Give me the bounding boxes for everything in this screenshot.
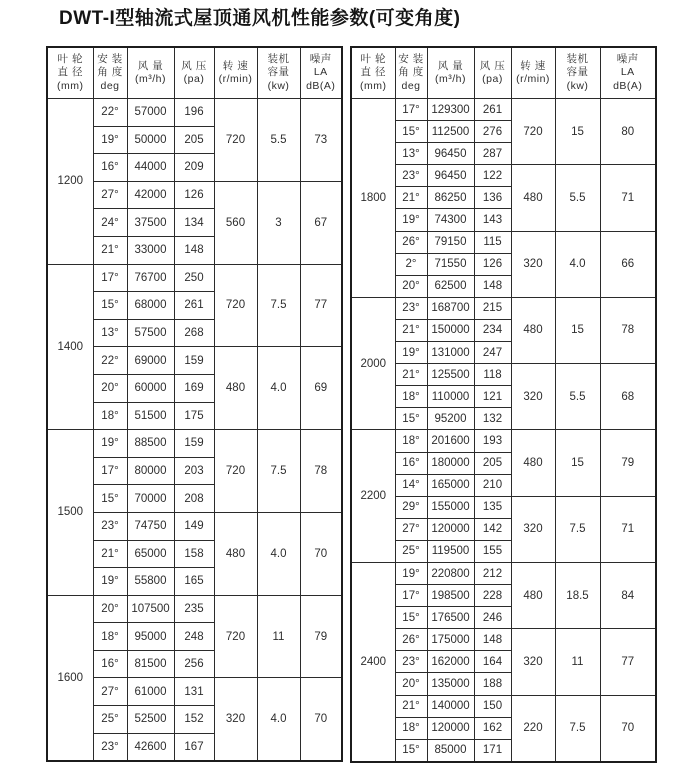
- pressure-cell: 203: [174, 457, 214, 485]
- noise-cell: 77: [600, 629, 656, 695]
- pressure-cell: 212: [474, 562, 511, 584]
- pressure-cell: 150: [474, 695, 511, 717]
- volume-cell: 51500: [127, 402, 174, 430]
- header-volume: 风 量 (m³/h): [127, 47, 174, 99]
- capacity-cell: 11: [257, 595, 300, 678]
- noise-cell: 78: [600, 297, 656, 363]
- pressure-cell: 118: [474, 364, 511, 386]
- noise-cell: 69: [300, 347, 342, 430]
- capacity-cell: 5.5: [555, 364, 600, 430]
- speed-cell: 480: [511, 562, 555, 628]
- volume-cell: 110000: [427, 386, 474, 408]
- table-row: [351, 695, 656, 717]
- capacity-cell: 4.0: [257, 347, 300, 430]
- speed-cell: 320: [214, 678, 257, 761]
- pressure-cell: 167: [174, 733, 214, 761]
- pressure-cell: 205: [474, 452, 511, 474]
- noise-cell: 70: [600, 695, 656, 762]
- performance-table-left: [46, 46, 343, 762]
- noise-cell: 78: [300, 430, 342, 513]
- pressure-cell: 162: [474, 717, 511, 739]
- noise-cell: 68: [600, 364, 656, 430]
- volume-cell: 140000: [427, 695, 474, 717]
- speed-cell: 480: [511, 297, 555, 363]
- angle-cell: 23°: [395, 165, 427, 187]
- pressure-cell: 159: [174, 347, 214, 375]
- pressure-cell: 143: [474, 209, 511, 231]
- pressure-cell: 134: [174, 209, 214, 237]
- angle-cell: 25°: [93, 706, 127, 734]
- volume-cell: 55800: [127, 568, 174, 596]
- noise-cell: 70: [300, 678, 342, 761]
- angle-cell: 21°: [93, 236, 127, 264]
- volume-cell: 175000: [427, 629, 474, 651]
- capacity-cell: 4.0: [555, 231, 600, 297]
- angle-cell: 19°: [395, 562, 427, 584]
- volume-cell: 68000: [127, 292, 174, 320]
- angle-cell: 19°: [93, 568, 127, 596]
- diameter-cell: 2000: [351, 297, 395, 430]
- angle-cell: 20°: [93, 595, 127, 623]
- angle-cell: 23°: [93, 733, 127, 761]
- capacity-cell: 7.5: [555, 496, 600, 562]
- noise-cell: 66: [600, 231, 656, 297]
- pressure-cell: 175: [174, 402, 214, 430]
- volume-cell: 37500: [127, 209, 174, 237]
- volume-cell: 220800: [427, 562, 474, 584]
- angle-cell: 18°: [395, 717, 427, 739]
- angle-cell: 21°: [395, 319, 427, 341]
- pressure-cell: 152: [174, 706, 214, 734]
- diameter-cell: 1200: [47, 99, 93, 265]
- angle-cell: 20°: [93, 374, 127, 402]
- speed-cell: 720: [214, 430, 257, 513]
- volume-cell: 131000: [427, 342, 474, 364]
- angle-cell: 16°: [395, 452, 427, 474]
- volume-cell: 61000: [127, 678, 174, 706]
- noise-cell: 71: [600, 496, 656, 562]
- table-row: [351, 297, 656, 319]
- volume-cell: 201600: [427, 430, 474, 452]
- angle-cell: 21°: [93, 540, 127, 568]
- header-volume: 风 量 (m³/h): [427, 47, 474, 99]
- header-speed: 转 速 (r/min): [214, 47, 257, 99]
- angle-cell: 22°: [93, 347, 127, 375]
- pressure-cell: 136: [474, 187, 511, 209]
- volume-cell: 76700: [127, 264, 174, 292]
- diameter-cell: 2200: [351, 430, 395, 563]
- pressure-cell: 261: [174, 292, 214, 320]
- table-row: [351, 629, 656, 651]
- angle-cell: 14°: [395, 474, 427, 496]
- table-row: [351, 364, 656, 386]
- angle-cell: 26°: [395, 629, 427, 651]
- pressure-cell: 196: [174, 99, 214, 127]
- header-capacity: 装机 容量 (kw): [257, 47, 300, 99]
- pressure-cell: 126: [474, 253, 511, 275]
- diameter-cell: 1800: [351, 99, 395, 298]
- volume-cell: 70000: [127, 485, 174, 513]
- pressure-cell: 250: [174, 264, 214, 292]
- angle-cell: 17°: [395, 99, 427, 121]
- volume-cell: 50000: [127, 126, 174, 154]
- table-row: [351, 496, 656, 518]
- pressure-cell: 209: [174, 154, 214, 182]
- volume-cell: 176500: [427, 607, 474, 629]
- pressure-cell: 132: [474, 408, 511, 430]
- volume-cell: 107500: [127, 595, 174, 623]
- angle-cell: 27°: [93, 678, 127, 706]
- angle-cell: 15°: [395, 607, 427, 629]
- volume-cell: 150000: [427, 319, 474, 341]
- pressure-cell: 148: [174, 236, 214, 264]
- capacity-cell: 7.5: [555, 695, 600, 762]
- noise-cell: 84: [600, 562, 656, 628]
- pressure-cell: 126: [174, 181, 214, 209]
- angle-cell: 23°: [395, 651, 427, 673]
- volume-cell: 198500: [427, 585, 474, 607]
- volume-cell: 52500: [127, 706, 174, 734]
- diameter-cell: 1500: [47, 430, 93, 596]
- angle-cell: 17°: [93, 264, 127, 292]
- volume-cell: 60000: [127, 374, 174, 402]
- table-row: [47, 99, 342, 127]
- volume-cell: 85000: [427, 739, 474, 762]
- pressure-cell: 165: [174, 568, 214, 596]
- volume-cell: 165000: [427, 474, 474, 496]
- pressure-cell: 208: [174, 485, 214, 513]
- header-row: [351, 47, 656, 99]
- pressure-cell: 171: [474, 739, 511, 762]
- noise-cell: 79: [600, 430, 656, 496]
- volume-cell: 42600: [127, 733, 174, 761]
- performance-table-right: [350, 46, 657, 763]
- speed-cell: 480: [511, 165, 555, 231]
- volume-cell: 120000: [427, 717, 474, 739]
- capacity-cell: 5.5: [555, 165, 600, 231]
- header-speed: 转 速 (r/min): [511, 47, 555, 99]
- pressure-cell: 121: [474, 386, 511, 408]
- header-row: [47, 47, 342, 99]
- pressure-cell: 287: [474, 143, 511, 165]
- volume-cell: 74750: [127, 512, 174, 540]
- pressure-cell: 247: [474, 342, 511, 364]
- volume-cell: 162000: [427, 651, 474, 673]
- header-capacity: 装机 容量 (kw): [555, 47, 600, 99]
- pressure-cell: 261: [474, 99, 511, 121]
- table-row: [47, 264, 342, 292]
- header-diameter: 叶 轮 直 径 (mm): [47, 47, 93, 99]
- angle-cell: 18°: [93, 402, 127, 430]
- speed-cell: 560: [214, 181, 257, 264]
- volume-cell: 135000: [427, 673, 474, 695]
- pressure-cell: 234: [474, 319, 511, 341]
- volume-cell: 95200: [427, 408, 474, 430]
- angle-cell: 21°: [395, 695, 427, 717]
- header-angle: 安 装 角 度 deg: [93, 47, 127, 99]
- angle-cell: 18°: [395, 386, 427, 408]
- header-noise: 噪声 LA dB(A): [300, 47, 342, 99]
- angle-cell: 24°: [93, 209, 127, 237]
- pressure-cell: 142: [474, 518, 511, 540]
- pressure-cell: 188: [474, 673, 511, 695]
- volume-cell: 96450: [427, 143, 474, 165]
- pressure-cell: 235: [174, 595, 214, 623]
- angle-cell: 15°: [395, 121, 427, 143]
- angle-cell: 27°: [395, 518, 427, 540]
- volume-cell: 120000: [427, 518, 474, 540]
- angle-cell: 18°: [93, 623, 127, 651]
- volume-cell: 57500: [127, 319, 174, 347]
- capacity-cell: 15: [555, 99, 600, 165]
- speed-cell: 320: [511, 496, 555, 562]
- volume-cell: 86250: [427, 187, 474, 209]
- angle-cell: 15°: [395, 739, 427, 762]
- pressure-cell: 148: [474, 629, 511, 651]
- volume-cell: 62500: [427, 275, 474, 297]
- pressure-cell: 228: [474, 585, 511, 607]
- pressure-cell: 276: [474, 121, 511, 143]
- capacity-cell: 3: [257, 181, 300, 264]
- volume-cell: 79150: [427, 231, 474, 253]
- angle-cell: 17°: [395, 585, 427, 607]
- volume-cell: 69000: [127, 347, 174, 375]
- volume-cell: 65000: [127, 540, 174, 568]
- volume-cell: 42000: [127, 181, 174, 209]
- volume-cell: 119500: [427, 540, 474, 562]
- angle-cell: 15°: [395, 408, 427, 430]
- speed-cell: 320: [511, 364, 555, 430]
- volume-cell: 57000: [127, 99, 174, 127]
- speed-cell: 720: [214, 264, 257, 347]
- pressure-cell: 256: [174, 650, 214, 678]
- page-title: DWT-I型轴流式屋顶通风机性能参数(可变角度): [59, 8, 461, 29]
- angle-cell: 19°: [395, 342, 427, 364]
- speed-cell: 720: [214, 595, 257, 678]
- pressure-cell: 122: [474, 165, 511, 187]
- volume-cell: 112500: [427, 121, 474, 143]
- capacity-cell: 4.0: [257, 678, 300, 761]
- angle-cell: 18°: [395, 430, 427, 452]
- table-row: [351, 231, 656, 253]
- noise-cell: 71: [600, 165, 656, 231]
- angle-cell: 13°: [395, 143, 427, 165]
- angle-cell: 17°: [93, 457, 127, 485]
- volume-cell: 96450: [427, 165, 474, 187]
- speed-cell: 480: [214, 512, 257, 595]
- diameter-cell: 1400: [47, 264, 93, 430]
- speed-cell: 220: [511, 695, 555, 762]
- header-pressure: 风 压 (pa): [174, 47, 214, 99]
- pressure-cell: 135: [474, 496, 511, 518]
- volume-cell: 125500: [427, 364, 474, 386]
- angle-cell: 25°: [395, 540, 427, 562]
- capacity-cell: 11: [555, 629, 600, 695]
- volume-cell: 129300: [427, 99, 474, 121]
- noise-cell: 77: [300, 264, 342, 347]
- table-row: [351, 99, 656, 121]
- volume-cell: 168700: [427, 297, 474, 319]
- angle-cell: 23°: [93, 512, 127, 540]
- pressure-cell: 148: [474, 275, 511, 297]
- pressure-cell: 248: [174, 623, 214, 651]
- volume-cell: 155000: [427, 496, 474, 518]
- pressure-cell: 131: [174, 678, 214, 706]
- capacity-cell: 4.0: [257, 512, 300, 595]
- volume-cell: 180000: [427, 452, 474, 474]
- pressure-cell: 155: [474, 540, 511, 562]
- header-angle: 安 装 角 度 deg: [395, 47, 427, 99]
- pressure-cell: 210: [474, 474, 511, 496]
- angle-cell: 15°: [93, 292, 127, 320]
- speed-cell: 720: [511, 99, 555, 165]
- angle-cell: 27°: [93, 181, 127, 209]
- angle-cell: 15°: [93, 485, 127, 513]
- capacity-cell: 7.5: [257, 430, 300, 513]
- capacity-cell: 7.5: [257, 264, 300, 347]
- capacity-cell: 15: [555, 430, 600, 496]
- angle-cell: 21°: [395, 187, 427, 209]
- noise-cell: 73: [300, 99, 342, 182]
- volume-cell: 80000: [127, 457, 174, 485]
- angle-cell: 22°: [93, 99, 127, 127]
- angle-cell: 19°: [93, 430, 127, 458]
- noise-cell: 67: [300, 181, 342, 264]
- table-row: [351, 562, 656, 584]
- capacity-cell: 18.5: [555, 562, 600, 628]
- angle-cell: 20°: [395, 275, 427, 297]
- pressure-cell: 115: [474, 231, 511, 253]
- angle-cell: 16°: [93, 650, 127, 678]
- header-diameter: 叶 轮 直 径 (mm): [351, 47, 395, 99]
- pressure-cell: 205: [174, 126, 214, 154]
- angle-cell: 21°: [395, 364, 427, 386]
- pressure-cell: 193: [474, 430, 511, 452]
- diameter-cell: 1600: [47, 595, 93, 761]
- pressure-cell: 159: [174, 430, 214, 458]
- table-row: [351, 430, 656, 452]
- angle-cell: 29°: [395, 496, 427, 518]
- speed-cell: 480: [511, 430, 555, 496]
- pressure-cell: 246: [474, 607, 511, 629]
- capacity-cell: 15: [555, 297, 600, 363]
- table-row: [47, 595, 342, 623]
- angle-cell: 23°: [395, 297, 427, 319]
- pressure-cell: 169: [174, 374, 214, 402]
- header-noise: 噪声 LA dB(A): [600, 47, 656, 99]
- noise-cell: 70: [300, 512, 342, 595]
- angle-cell: 20°: [395, 673, 427, 695]
- angle-cell: 26°: [395, 231, 427, 253]
- angle-cell: 13°: [93, 319, 127, 347]
- table-row: [47, 430, 342, 458]
- volume-cell: 88500: [127, 430, 174, 458]
- angle-cell: 16°: [93, 154, 127, 182]
- volume-cell: 33000: [127, 236, 174, 264]
- table-row: [351, 165, 656, 187]
- pressure-cell: 215: [474, 297, 511, 319]
- volume-cell: 74300: [427, 209, 474, 231]
- noise-cell: 79: [300, 595, 342, 678]
- pressure-cell: 268: [174, 319, 214, 347]
- volume-cell: 71550: [427, 253, 474, 275]
- diameter-cell: 2400: [351, 562, 395, 761]
- pressure-cell: 164: [474, 651, 511, 673]
- capacity-cell: 5.5: [257, 99, 300, 182]
- angle-cell: 19°: [93, 126, 127, 154]
- speed-cell: 320: [511, 231, 555, 297]
- noise-cell: 80: [600, 99, 656, 165]
- volume-cell: 44000: [127, 154, 174, 182]
- volume-cell: 81500: [127, 650, 174, 678]
- pressure-cell: 149: [174, 512, 214, 540]
- speed-cell: 720: [214, 99, 257, 182]
- angle-cell: 2°: [395, 253, 427, 275]
- angle-cell: 19°: [395, 209, 427, 231]
- header-pressure: 风 压 (pa): [474, 47, 511, 99]
- speed-cell: 320: [511, 629, 555, 695]
- pressure-cell: 158: [174, 540, 214, 568]
- volume-cell: 95000: [127, 623, 174, 651]
- speed-cell: 480: [214, 347, 257, 430]
